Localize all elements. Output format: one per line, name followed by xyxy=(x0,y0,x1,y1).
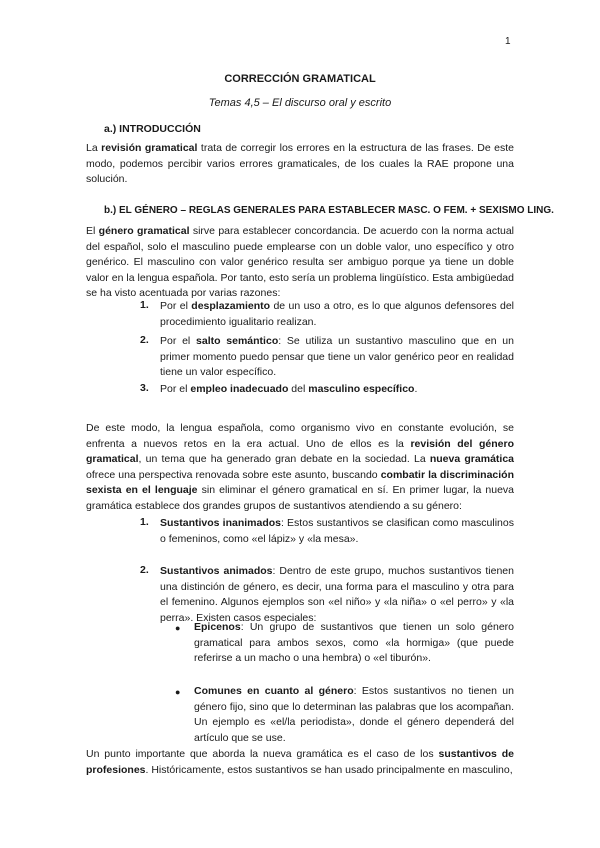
list-number: 2. xyxy=(140,334,149,346)
list-item: Por el salto semántico: Se utiliza un sustantivo masculino que en un primer momento puedo pensar que tiene un valor genérico peor en realidad tiene un valor específico. xyxy=(160,335,514,379)
page-number: 1 xyxy=(505,36,511,47)
section-b-paragraph-3: Un punto importante que aborda la nueva gramática es el caso de los sustantivos de profesiones. Históricamente, estos sustantivos se han usado principalmente en masculino, xyxy=(86,748,514,776)
bullet-icon: ● xyxy=(175,687,181,697)
section-a-paragraph: La revisión gramatical trata de corregir los errores en la estructura de las frases. De este modo, podemos percibir varios errores gramaticales, de los cuales la RAE propone una solución. xyxy=(86,142,514,186)
section-b-paragraph-1: El género gramatical sirve para establecer concordancia. De acuerdo con la norma actual del español, solo el masculino puede emplearse con un doble valor, uno específico y otro genérico. El masculino con valor genérico resulta ser ambiguo porque ya tiene un doble valor en la lengua española. Por tanto, esto sería un problema lingüístico. Esta ambigüedad se ha visto acentuada por varias razones: xyxy=(86,225,514,300)
document-subtitle: Temas 4,5 – El discurso oral y escrito xyxy=(208,97,392,109)
bullet-item: Comunes en cuanto al género: Estos sustantivos no tienen un género fijo, sino que lo determinan las palabras que los acompañan. Un ejemplo es «el/la periodista», donde el género dependerá del artículo que se use. xyxy=(194,685,514,744)
section-a-heading: a.) INTRODUCCIÓN xyxy=(104,123,201,135)
section-b-heading: b.) EL GÉNERO – REGLAS GENERALES PARA ESTABLECER MASC. O FEM. + SEXISMO LING. xyxy=(104,205,554,216)
list-item: Sustantivos animados: Dentro de este grupo, muchos sustantivos tienen una distinción de género, es decir, una forma para el masculino y otra para el femenino. Algunos ejemplos son «el niño» y «la niña» o «el perro» y «la perra». Existen casos especiales: xyxy=(160,565,514,624)
list-number: 1. xyxy=(140,299,149,311)
list-number: 3. xyxy=(140,382,149,394)
list-item: Por el empleo inadecuado del masculino específico. xyxy=(160,383,418,395)
list-item: Sustantivos inanimados: Estos sustantivos se clasifican como masculinos o femeninos, como «el lápiz» y «la mesa». xyxy=(160,517,514,545)
section-b-paragraph-2: De este modo, la lengua española, como organismo vivo en constante evolución, se enfrenta a nuevos retos en la era actual. Uno de ellos es la revisión del género gramatical, un tema que ha generado gran debate en la sociedad. La nueva gramática ofrece una perspectiva renovada sobre este asunto, buscando combatir la discriminación sexista en el lenguaje sin eliminar el género gramatical en sí. En primer lugar, la nueva gramática establece dos grandes grupos de sustantivos atendiendo a su género: xyxy=(86,422,514,512)
list-number: 1. xyxy=(140,516,149,528)
bullet-icon: ● xyxy=(175,623,181,633)
document-title: CORRECCIÓN GRAMATICAL xyxy=(224,73,376,85)
list-number: 2. xyxy=(140,564,149,576)
list-item: Por el desplazamiento de un uso a otro, es lo que algunos defensores del procedimiento igualitario realizan. xyxy=(160,300,514,328)
bullet-item: Epicenos: Un grupo de sustantivos que tienen un solo género gramatical para ambos sexos, como «la hormiga» (que puede referirse a un macho o una hembra) o «el tiburón». xyxy=(194,621,514,665)
